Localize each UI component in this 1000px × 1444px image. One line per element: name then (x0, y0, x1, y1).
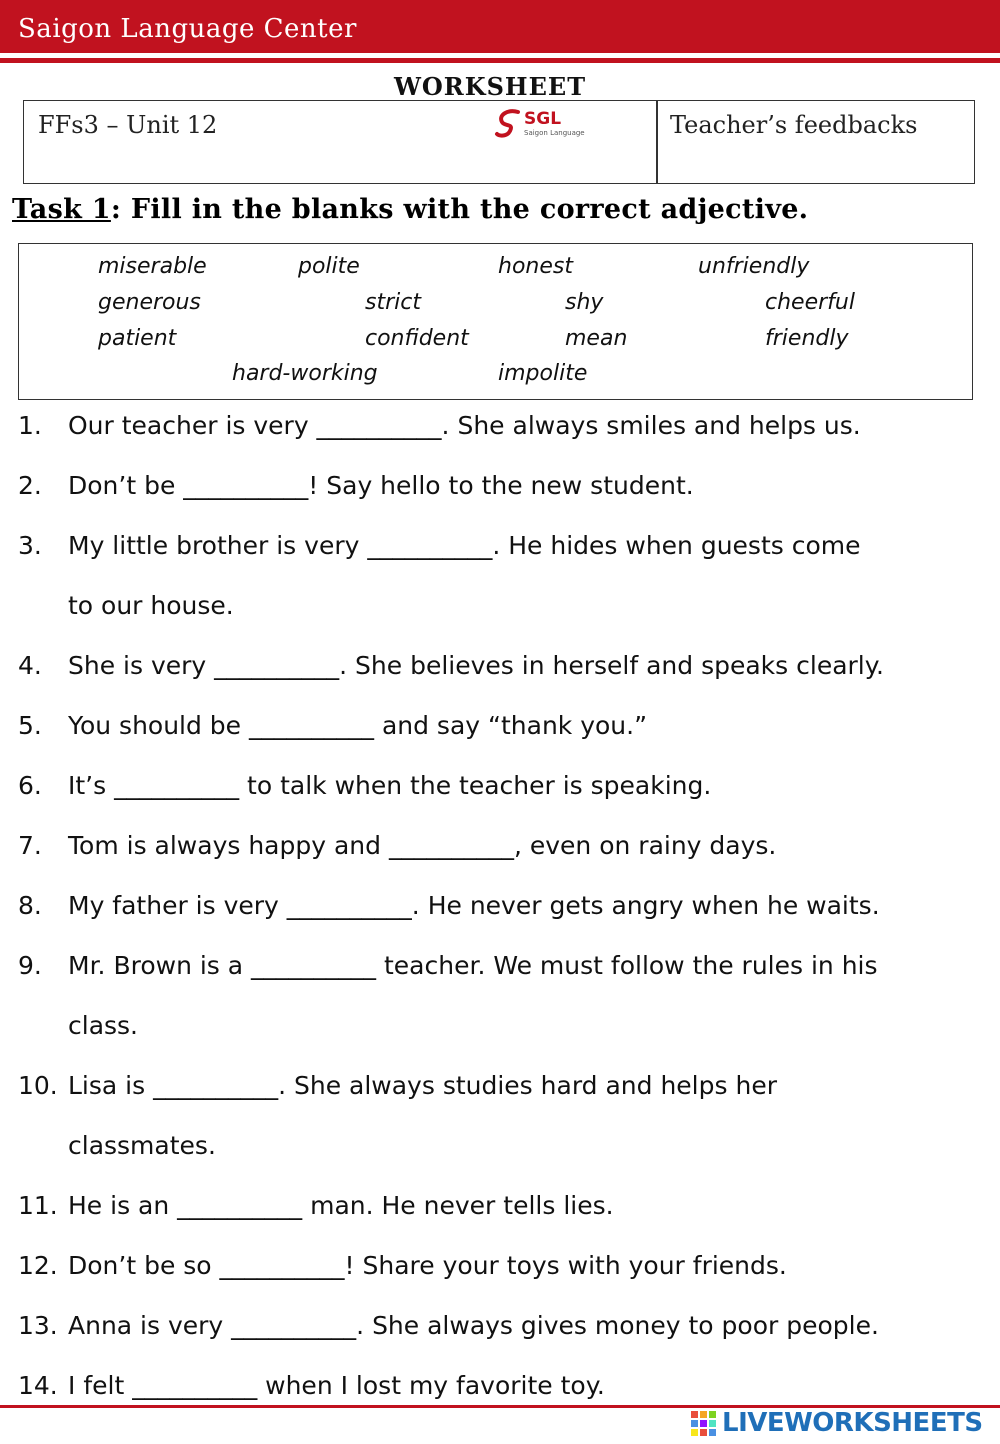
word-bank-item: patient (98, 326, 177, 351)
question-number: 10. (18, 1071, 58, 1100)
question-text: You should be __________ and say “thank you.” (68, 711, 648, 740)
question-number: 5. (18, 711, 42, 740)
info-table (23, 100, 975, 184)
word-bank-item: strict (365, 290, 421, 315)
question-text: He is an __________ man. He never tells lies. (68, 1191, 614, 1220)
word-bank-item: hard-working (232, 361, 378, 386)
question-text: classmates. (68, 1131, 216, 1160)
question-number: 7. (18, 831, 42, 860)
word-bank-item: polite (298, 254, 360, 279)
question-number: 3. (18, 531, 42, 560)
question-text: Mr. Brown is a __________ teacher. We must follow the rules in his (68, 951, 878, 980)
liveworksheets-text: LIVEWORKSHEETS (722, 1408, 983, 1438)
info-divider (656, 101, 658, 183)
question-text: My little brother is very __________. He hides when guests come (68, 531, 861, 560)
question-number: 13. (18, 1311, 58, 1340)
task-heading (12, 194, 808, 225)
logo-subtext: Saigon Language (524, 129, 585, 137)
question-text: Don’t be __________! Say hello to the new student. (68, 471, 694, 500)
question-text: She is very __________. She believes in herself and speaks clearly. (68, 651, 884, 680)
word-bank-item: unfriendly (698, 254, 810, 279)
worksheet-title: WORKSHEET (393, 72, 587, 101)
question-text: It’s __________ to talk when the teacher is speaking. (68, 771, 712, 800)
question-number: 9. (18, 951, 42, 980)
word-bank-item: shy (565, 290, 604, 315)
task-number: Task 1 (12, 194, 111, 225)
sgl-logo-icon (494, 107, 524, 141)
question-number: 1. (18, 411, 42, 440)
word-bank-item: impolite (498, 361, 588, 386)
header-title: Saigon Language Center (18, 14, 357, 44)
word-bank-item: confident (365, 326, 469, 351)
question-number: 2. (18, 471, 42, 500)
question-number: 6. (18, 771, 42, 800)
word-bank-item: mean (565, 326, 628, 351)
question-text: class. (68, 1011, 139, 1040)
unit-label: FFs3 – Unit 12 (38, 111, 218, 139)
logo-text: SGL (524, 109, 562, 129)
sgl-logo (494, 107, 594, 143)
task-instruction: : Fill in the blanks with the correct adjective. (110, 194, 809, 225)
word-bank-item: honest (498, 254, 573, 279)
word-bank-item: generous (98, 290, 201, 315)
question-text: Our teacher is very __________. She always smiles and helps us. (68, 411, 861, 440)
question-text: Don’t be so __________! Share your toys with your friends. (68, 1251, 787, 1280)
question-number: 12. (18, 1251, 58, 1280)
header-rule (0, 58, 1000, 63)
feedback-label: Teacher’s feedbacks (670, 111, 918, 139)
question-number: 11. (18, 1191, 58, 1220)
question-text: to our house. (68, 591, 234, 620)
word-bank-item: cheerful (765, 290, 855, 315)
word-bank-item: miserable (98, 254, 207, 279)
question-number: 14. (18, 1371, 58, 1400)
question-number: 8. (18, 891, 42, 920)
liveworksheets-icon (690, 1408, 718, 1438)
word-bank-item: friendly (765, 326, 849, 351)
question-text: Lisa is __________. She always studies hard and helps her (68, 1071, 777, 1100)
liveworksheets-logo[interactable] (690, 1408, 995, 1440)
question-text: I felt __________ when I lost my favorite toy. (68, 1371, 605, 1400)
word-bank (18, 243, 973, 400)
question-number: 4. (18, 651, 42, 680)
question-text: Anna is very __________. She always gives money to poor people. (68, 1311, 879, 1340)
question-text: Tom is always happy and __________, even on rainy days. (68, 831, 777, 860)
question-text: My father is very __________. He never gets angry when he waits. (68, 891, 880, 920)
